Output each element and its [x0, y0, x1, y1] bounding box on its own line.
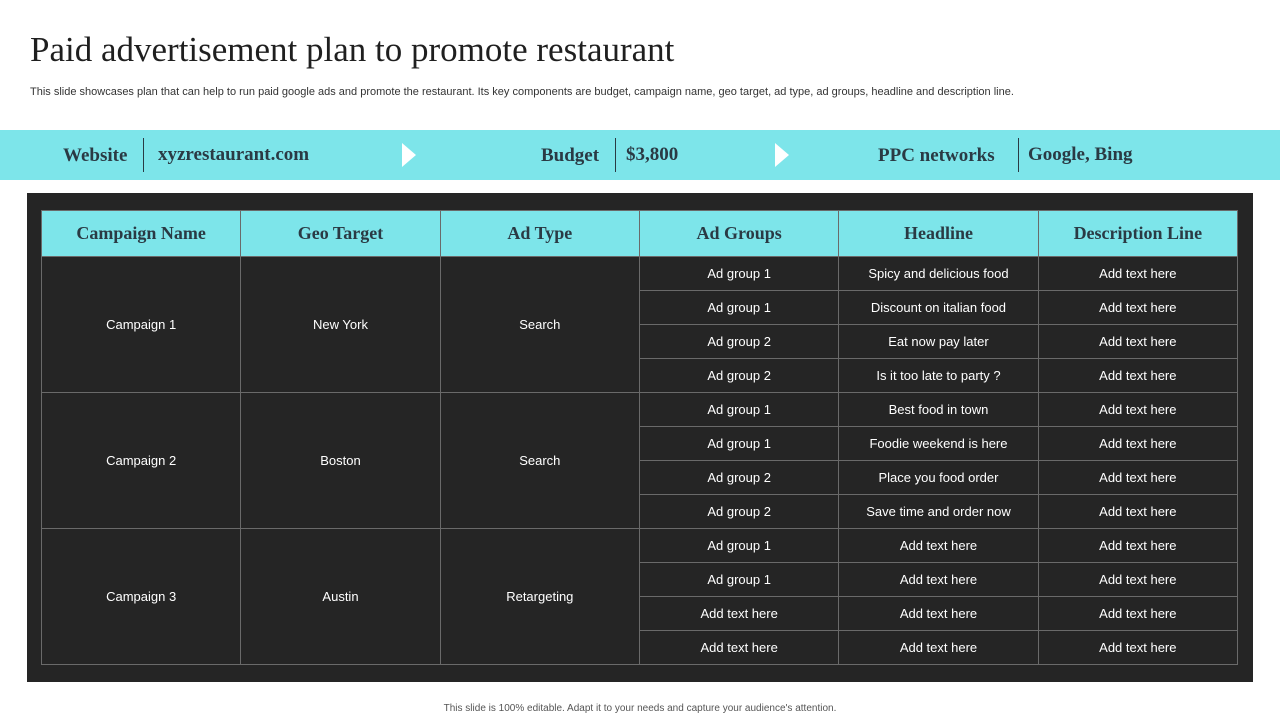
table-header-row	[42, 211, 1238, 257]
headline-cell: Add text here	[839, 631, 1038, 665]
description-cell: Add text here	[1038, 393, 1237, 427]
geo-target-cell: Boston	[241, 393, 440, 529]
website-value: xyzrestaurant.com	[158, 144, 310, 165]
header-ad-type: Ad Type	[440, 211, 639, 257]
ad-type-cell: Search	[440, 393, 639, 529]
arrow-right-icon	[775, 143, 789, 167]
header-geo-target: Geo Target	[241, 211, 440, 257]
description-cell: Add text here	[1038, 461, 1237, 495]
headline-cell: Add text here	[839, 597, 1038, 631]
description-cell: Add text here	[1038, 631, 1237, 665]
header-ad-groups: Ad Groups	[639, 211, 838, 257]
ppc-value: Google, Bing	[1028, 144, 1133, 165]
ad-group-cell: Ad group 1	[639, 257, 838, 291]
ad-group-cell: Add text here	[639, 597, 838, 631]
description-cell: Add text here	[1038, 495, 1237, 529]
budget-value: $3,800	[626, 144, 679, 165]
ad-group-cell: Ad group 2	[639, 461, 838, 495]
geo-target-cell: Austin	[241, 529, 440, 665]
headline-cell: Place you food order	[839, 461, 1038, 495]
header-description-line: Description Line	[1038, 211, 1237, 257]
ad-group-cell: Ad group 1	[639, 291, 838, 325]
description-cell: Add text here	[1038, 529, 1237, 563]
budget-label: Budget	[541, 145, 600, 166]
ad-group-cell: Ad group 2	[639, 359, 838, 393]
ad-group-cell: Add text here	[639, 631, 838, 665]
headline-cell: Save time and order now	[839, 495, 1038, 529]
table-row	[42, 257, 1238, 291]
ad-type-cell: Retargeting	[440, 529, 639, 665]
description-cell: Add text here	[1038, 291, 1237, 325]
description-cell: Add text here	[1038, 427, 1237, 461]
header-campaign-name: Campaign Name	[42, 211, 241, 257]
campaign-table-panel	[27, 193, 1253, 682]
headline-cell: Spicy and delicious food	[839, 257, 1038, 291]
description-cell: Add text here	[1038, 257, 1237, 291]
headline-cell: Discount on italian food	[839, 291, 1038, 325]
campaign-name-cell: Campaign 3	[42, 529, 241, 665]
ad-group-cell: Ad group 2	[639, 495, 838, 529]
headline-cell: Add text here	[839, 529, 1038, 563]
website-label: Website	[63, 145, 128, 166]
arrow-right-icon	[402, 143, 416, 167]
ad-group-cell: Ad group 1	[639, 393, 838, 427]
geo-target-cell: New York	[241, 257, 440, 393]
headline-cell: Foodie weekend is here	[839, 427, 1038, 461]
website-divider	[143, 138, 144, 172]
ad-group-cell: Ad group 1	[639, 529, 838, 563]
description-cell: Add text here	[1038, 563, 1237, 597]
header-headline: Headline	[839, 211, 1038, 257]
budget-divider	[615, 138, 616, 172]
table-row	[42, 393, 1238, 427]
page-title: Paid advertisement plan to promote restaurant	[30, 30, 675, 69]
ppc-label: PPC networks	[878, 145, 995, 166]
campaign-table	[41, 210, 1238, 665]
description-cell: Add text here	[1038, 359, 1237, 393]
headline-cell: Best food in town	[839, 393, 1038, 427]
footer-note: This slide is 100% editable. Adapt it to your needs and capture your audience's attention.	[443, 703, 837, 714]
headline-cell: Eat now pay later	[839, 325, 1038, 359]
ad-group-cell: Ad group 2	[639, 325, 838, 359]
campaign-name-cell: Campaign 1	[42, 257, 241, 393]
description-cell: Add text here	[1038, 325, 1237, 359]
ad-type-cell: Search	[440, 257, 639, 393]
campaign-name-cell: Campaign 2	[42, 393, 241, 529]
ad-group-cell: Ad group 1	[639, 563, 838, 597]
description-cell: Add text here	[1038, 597, 1237, 631]
ad-group-cell: Ad group 1	[639, 427, 838, 461]
headline-cell: Is it too late to party ?	[839, 359, 1038, 393]
ppc-divider	[1018, 138, 1019, 172]
summary-band	[0, 130, 1280, 180]
table-row	[42, 529, 1238, 563]
page-subtitle: This slide showcases plan that can help to run paid google ads and promote the restaurant. Its key components are budget, campaign name, geo target, ad type, ad groups, headline and description line.	[30, 86, 1014, 98]
headline-cell: Add text here	[839, 563, 1038, 597]
